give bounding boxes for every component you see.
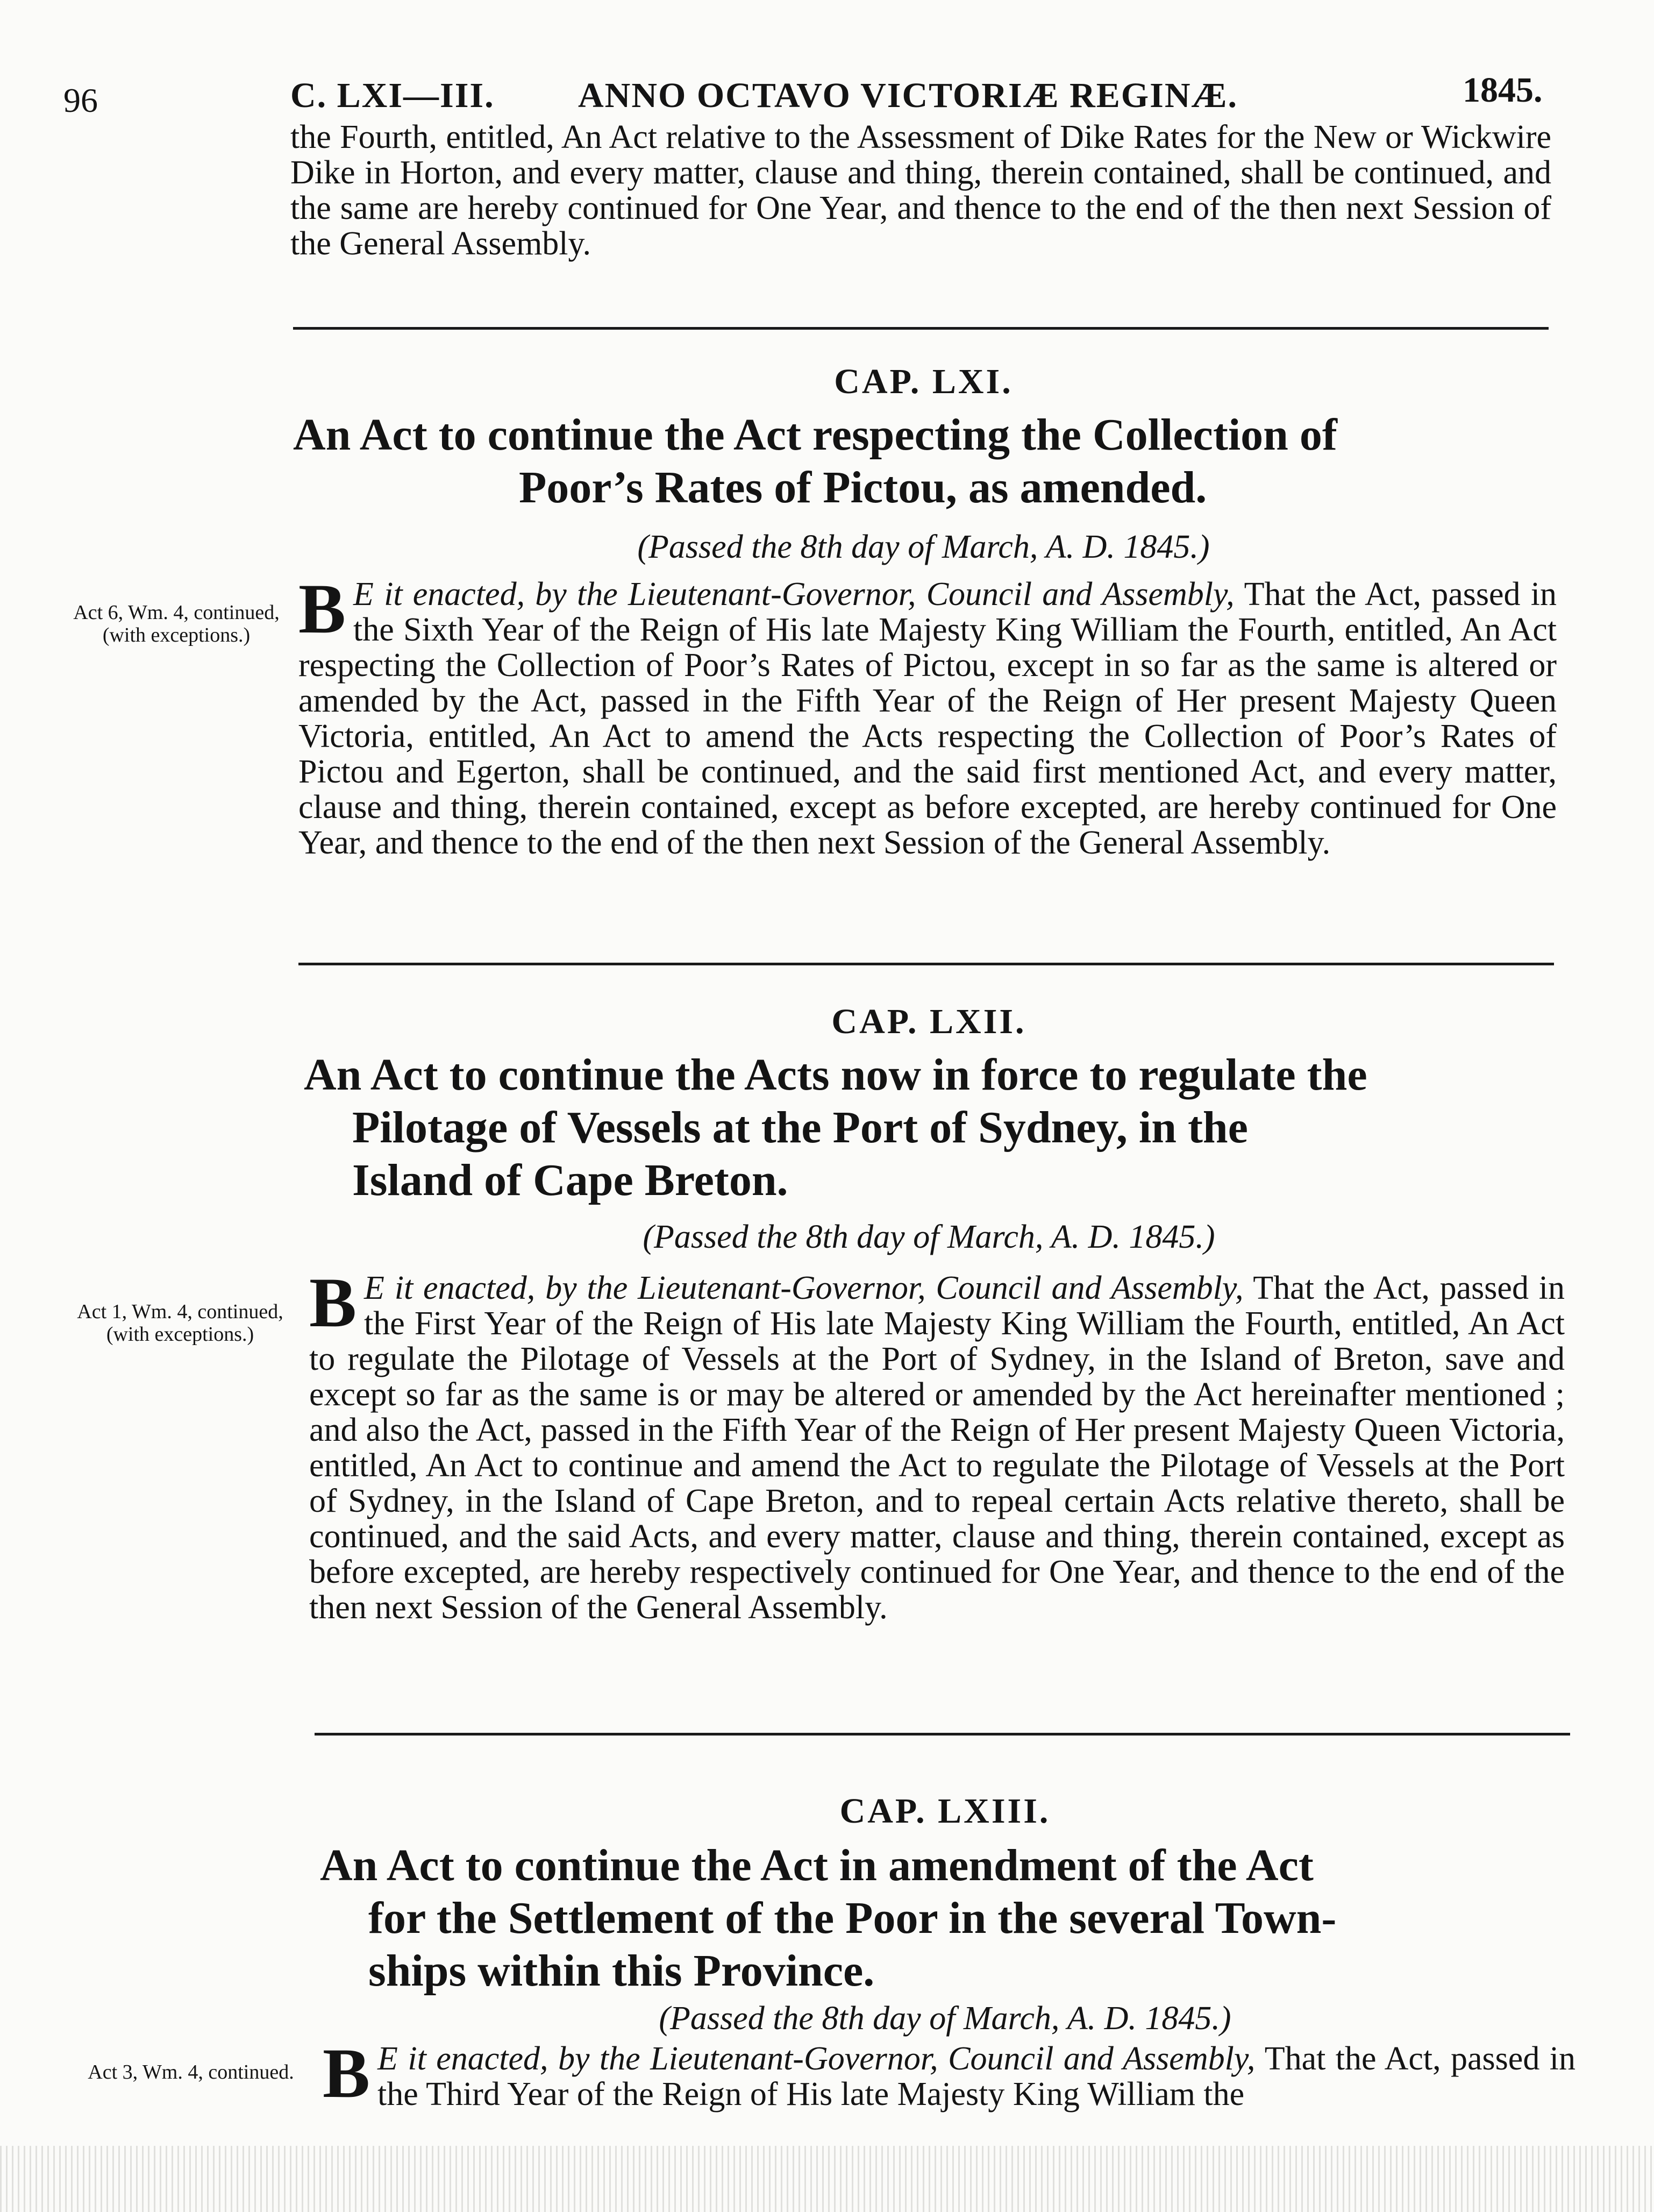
- section-divider: [298, 963, 1554, 965]
- enactment-paragraph: [323, 2033, 1575, 2113]
- year: 1845.: [1463, 70, 1543, 110]
- enacting-formula: E it enacted, by the Lieutenant-Governor, Council and Assembly,: [353, 576, 1235, 613]
- passed-date: (Passed the 8th day of March, A. D. 1845.): [637, 529, 1210, 565]
- drop-cap: B: [309, 1263, 357, 1342]
- page-number: 96: [63, 81, 98, 119]
- margin-note: Act 6, Wm. 4, continued, (with exceptions.): [73, 601, 280, 646]
- scan-noise: [0, 2146, 1654, 2212]
- act-title: [320, 1839, 1584, 1997]
- enactment-paragraph: [298, 569, 1557, 861]
- title-line: Pilotage of Vessels at the Port of Sydney, in the: [352, 1103, 1248, 1153]
- cap-heading: CAP. LXII.: [831, 1002, 1026, 1041]
- enactment-body: That the Act, passed in the Sixth Year of the Reign of His late Majesty King William the Fourth, entitled, An Act respecting the Collection of Poor’s Rates of Pictou, except in so far as the same is altered or amended by the Act, passed in the Fifth Year of the Reign of Her present Majesty Queen Victoria, entitled, An Act to amend the Acts respecting the Collection of Poor’s Rates of Pictou and Egerton, shall be continued, and the said first mentioned Act, and every matter, clause and thing, therein contained, except as before excepted, are hereby continued for One Year, and thence to the end of the then next Session of the General Assembly.: [298, 576, 1557, 861]
- cap-heading: CAP. LXIII.: [839, 1791, 1051, 1831]
- title-line: for the Settlement of the Poor in the several Town-: [368, 1893, 1337, 1943]
- continued-paragraph: the Fourth, entitled, An Act relative to the Assessment of Dike Rates for the New or Wickwire Dike in Horton, and every matter, clause and thing, therein contained, shall be continued, and the same are hereby continued for One Year, and thence to the end of the then next Session of the General Assembly.: [290, 119, 1551, 262]
- passed-date: (Passed the 8th day of March, A. D. 1845.): [643, 1219, 1215, 1255]
- enacting-formula: E it enacted, by the Lieutenant-Governor, Council and Assembly,: [364, 1270, 1244, 1306]
- enactment-paragraph: [309, 1263, 1565, 1626]
- act-title: [293, 409, 1562, 514]
- act-title: [304, 1049, 1567, 1207]
- cap-heading: CAP. LXI.: [834, 362, 1013, 401]
- passed-date: (Passed the 8th day of March, A. D. 1845.): [659, 2000, 1231, 2037]
- enactment-body: That the Act, passed in the Third Year of the Reign of His late Majesty King William the: [377, 2040, 1575, 2113]
- title-line: An Act to continue the Act respecting the Collection of: [293, 410, 1337, 460]
- drop-cap: B: [298, 569, 346, 648]
- section-divider: [315, 1733, 1570, 1736]
- section-divider: [293, 327, 1549, 330]
- title-line: An Act to continue the Act in amendment of the Act: [320, 1840, 1314, 1890]
- title-line: Island of Cape Breton.: [352, 1155, 788, 1205]
- enactment-body: That the Act, passed in the First Year of the Reign of His late Majesty King William the Fourth, entitled, An Act to regulate the Pilotage of Vessels at the Port of Sydney, in the Island of Breton, save and except so far as the same is or may be altered or amended by the Act hereinafter mentioned ; and also the Act, passed in the Fifth Year of the Reign of Her present Majesty Queen Victoria, entitled, An Act to continue and amend the Act to regulate the Pilotage of Vessels at the Port of Sydney, in the Island of Cape Breton, and to repeal certain Acts relative thereto, shall be continued, and the said Acts, and every matter, clause and thing, therein contained, except as before excepted, are hereby respectively continued for One Year, and thence to the end of the then next Session of the General Assembly.: [309, 1270, 1565, 1626]
- title-line: ships within this Province.: [368, 1946, 875, 1996]
- title-line: An Act to continue the Acts now in force to regulate the: [304, 1050, 1367, 1100]
- margin-note: Act 1, Wm. 4, continued, (with exceptions.): [77, 1300, 283, 1346]
- margin-note: Act 3, Wm. 4, continued.: [88, 2061, 294, 2083]
- title-line: Poor’s Rates of Pictou, as amended.: [519, 463, 1207, 513]
- enacting-formula: E it enacted, by the Lieutenant-Governor, Council and Assembly,: [377, 2040, 1256, 2077]
- running-title: ANNO OCTAVO VICTORIÆ REGINÆ.: [578, 76, 1238, 115]
- drop-cap: B: [323, 2033, 370, 2113]
- chapter-range: C. LXI—III.: [290, 76, 495, 115]
